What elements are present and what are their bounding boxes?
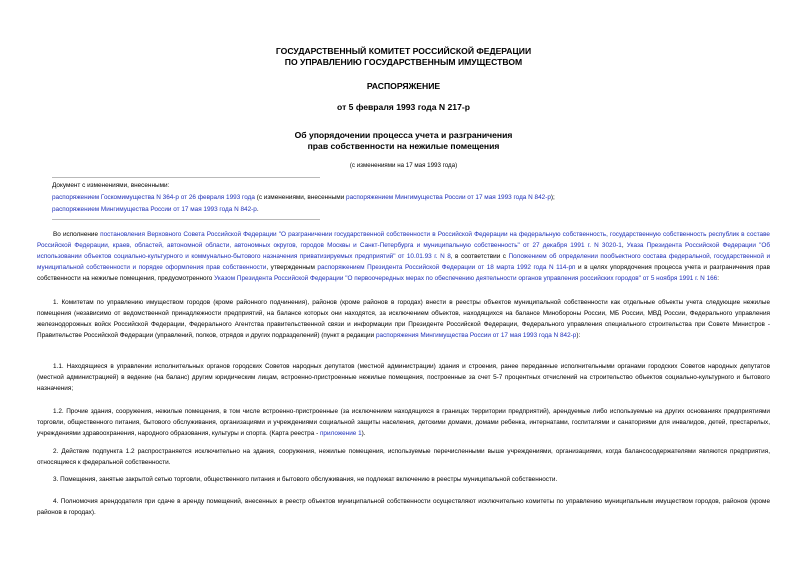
amendment-link-842[interactable]: распоряжением Мингимущества России от 17 мая 1993 года N 842-р (346, 194, 551, 201)
paragraph-1-2 (37, 406, 770, 439)
paragraph-1-2-end: ). (361, 430, 366, 437)
link-appendix-1[interactable]: приложение 1 (319, 430, 362, 437)
link-presidential-order-114[interactable]: распоряжением Президента Российской Федерации от 18 марта 1992 года N 114-рп (317, 264, 576, 271)
intro-paragraph (37, 229, 770, 284)
changes-row-1 (52, 194, 555, 201)
intro-text-e: и в целях упорядочения процесса учета и разграничения прав собственности на нежилые помещения, предусмотренного (37, 264, 770, 282)
intro-text-d: , утвержденным (266, 264, 318, 271)
paragraph-1-1 (37, 361, 770, 394)
document-title-line-1: Об упорядочении процесса учета и разграничения (294, 130, 513, 140)
changes-title: Документ с изменениями, внесенными: (52, 182, 170, 189)
paragraph-1-1-text: 1.1. Находящиеся в управлении исполнительных органов городских Советов народных депутатов (местной администрации) здания и строения, ранее переданные исполнительными органами городских Советов народных депутатов (местной администрацией) в ведение (на баланс) другим юридическим лицам, встроенно-пристроенные нежилые помещения, построенные за счет 5-7 процентных отчислений на строительство объектов социально-культурного и бытового назначения; (37, 363, 770, 392)
document-date-number: от 5 февраля 1993 года N 217-р (337, 102, 470, 112)
link-order-842-p1[interactable]: распоряжения Мингимущества России от 17 мая 1993 года N 842-р (375, 332, 577, 339)
paragraph-4-text: 4. Полномочия арендодателя при сдаче в аренду помещений, внесенных в реестр объектов муниципальной собственности осуществляют исключительно комитеты по управлению муниципальным имуществом городов, районов (кроме районов в городах). (37, 498, 770, 516)
changes-divider-bottom (52, 219, 320, 220)
paragraph-1-2-text: 1.2. Прочие здания, сооружения, нежилые помещения, в том числе встроенно-пристроенные (за исключением находящихся в границах территории предприятий), арендуемые либо используемые на других основаниях предприятиями торговли, общественного питания, бытового обслуживания, организациями и учреждениями социальной защиты населения, детскими домами, домами ребенка, интернатами, госпиталями и санаториями для инвалидов, детей, престарелых, учреждениями здравоохранения, народного образования, культуры и спорта. (Карта реестра - (37, 408, 770, 437)
paragraph-1-text: 1. Комитетам по управлению имуществом городов (кроме районного подчинения), районов (кроме районов в городах) внести в реестры объектов муниципальной собственности как отдельные объекты учета следующие нежилые помещения (независимо от ведомственной принадлежности предприятий, на балансе которых они находятся, за исключением объектов, находящихся на балансе Минобороны России, МБ России, МВД России, Федерального управления железнодорожных войск Российской Федерации, Федерального Агентства правительственной связи и информации при Президенте Российской Федерации, Федерального управления специального строительства при Совете Министров - Правительстве Российской Федерации (управлений, полков, отрядов и других подразделений) (пункт в редакции (37, 299, 770, 339)
changes-row-2 (52, 206, 259, 213)
changes-row-1-end: ); (550, 194, 555, 201)
paragraph-4 (37, 496, 770, 518)
paragraph-3-text: 3. Помещения, занятые закрытой сетью торговли, общественного питания и бытового обслуживания, не подлежат включению в реестры муниципальной собственности. (53, 476, 558, 483)
changes-divider-top (52, 177, 320, 178)
link-property-regulation[interactable]: Положением об определении пообъектного состава федеральной, государственной и муниципальной собственности и порядке оформления прав собственности (37, 253, 771, 271)
amendment-note: (с изменениями на 17 мая 1993 года) (349, 162, 458, 169)
amendment-link-842-second[interactable]: распоряжением Мингимущества России от 17 мая 1993 года N 842-р (52, 206, 257, 213)
intro-text-b: , (621, 242, 627, 249)
document-title-line-2: прав собственности на нежилые помещения (307, 141, 500, 151)
link-presidential-decree-166[interactable]: Указом Президента Российской Федерации "О первоочередных мерах по обеспечению деятельности органов управления российских городов" от 5 ноября 1991 г. N 166 (214, 275, 718, 282)
issuer-line-2: ПО УПРАВЛЕНИЮ ГОСУДАРСТВЕННЫМ ИМУЩЕСТВОМ (284, 57, 523, 67)
amendment-link-364[interactable]: распоряжением Госкомимущества N 364-р от 26 февраля 1993 года (52, 194, 255, 201)
link-supreme-council-resolution[interactable]: постановления Верховного Совета Российской Федерации "О разграничении государственной собственности в Российской Федерации на федеральную собственность, государственную собственность республик в составе Российской Федерации, краев, областей, автономной области, автономных округов, городов Москвы и Санкт-Петербурга и муниципальную собственность" от 27 декабря 1991 г. N 3020-1 (37, 231, 770, 249)
link-presidential-decree-8[interactable]: Указа Президента Российской Федерации "Об использовании объектов социально-культурного и коммунально-бытового назначения приватизируемых предприятий" от 10.01.93 г. N 8 (37, 242, 770, 260)
changes-row-2-end: . (256, 206, 259, 213)
document-type: РАСПОРЯЖЕНИЕ (366, 81, 441, 91)
paragraph-1-end: ): (576, 332, 581, 339)
paragraph-2-text: 2. Действие подпункта 1.2 распространяется исключительно на здания, сооружения, нежилые помещения, используемые перечисленными выше учреждениями, организациями, когда балансосодержателями являются предприятия, относящиеся к федеральной собственности. (37, 448, 770, 466)
changes-row-1-text: (с изменениями, внесенными (254, 194, 347, 201)
paragraph-3 (37, 474, 770, 485)
paragraph-2 (37, 446, 770, 468)
issuer-line-1: ГОСУДАРСТВЕННЫЙ КОМИТЕТ РОССИЙСКОЙ ФЕДЕРАЦИИ (275, 46, 532, 56)
intro-text-a: Во исполнение (53, 231, 101, 238)
intro-text-c: , в соответствии с (450, 253, 509, 260)
paragraph-1 (37, 297, 770, 341)
intro-text-f: : (717, 275, 720, 282)
